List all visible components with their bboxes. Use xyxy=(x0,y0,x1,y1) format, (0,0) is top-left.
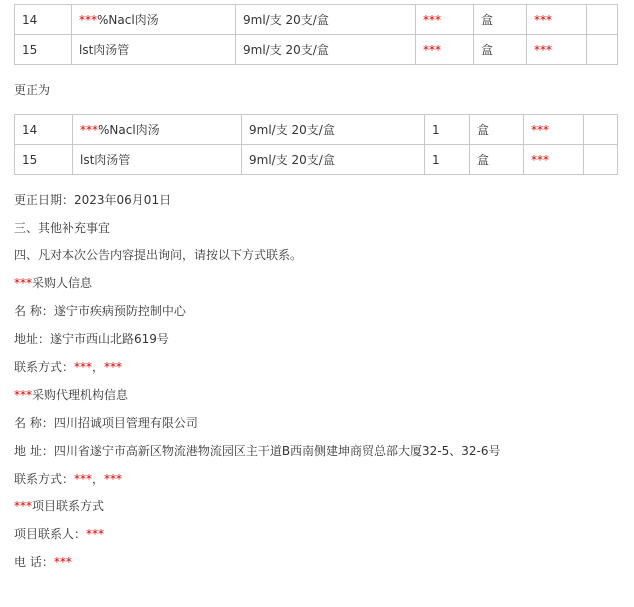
items-table-before xyxy=(14,4,618,65)
item-extra xyxy=(584,145,618,175)
masked-text: *** xyxy=(14,499,32,513)
item-spec: 9ml/支 20支/盒 xyxy=(242,115,425,145)
buyer-heading: ***采购人信息 xyxy=(14,276,93,290)
item-price: *** xyxy=(524,145,584,175)
item-unit: 盒 xyxy=(474,35,527,65)
masked-text: *** xyxy=(104,360,123,374)
agency-name: 名 称：四川招诚项目管理有限公司 xyxy=(14,416,198,430)
agency-heading: ***采购代理机构信息 xyxy=(14,388,129,402)
masked-text: *** xyxy=(79,13,97,27)
item-quantity: 1 xyxy=(425,115,470,145)
table-row xyxy=(15,5,618,35)
item-unit: 盒 xyxy=(470,145,524,175)
row-number: 15 xyxy=(15,145,73,175)
agency-contact: 联系方式：***，*** xyxy=(14,472,123,486)
item-name: lst肉汤管 xyxy=(73,145,242,175)
items-table-after xyxy=(14,114,618,175)
item-extra xyxy=(584,115,618,145)
row-number: 15 xyxy=(15,35,72,65)
masked-text: *** xyxy=(74,360,93,374)
item-spec: 9ml/支 20支/盒 xyxy=(242,145,425,175)
masked-text: *** xyxy=(14,276,32,290)
masked-text: *** xyxy=(14,388,32,402)
buyer-address: 地址：遂宁市西山北路619号 xyxy=(14,332,169,346)
item-name: ***%Nacl肉汤 xyxy=(73,115,242,145)
item-price: *** xyxy=(527,5,587,35)
project-heading: ***项目联系方式 xyxy=(14,499,105,513)
masked-text: *** xyxy=(104,472,123,486)
item-quantity: *** xyxy=(416,5,474,35)
correction-date: 更正日期：2023年06月01日 xyxy=(14,193,172,207)
agency-address: 地 址：四川省遂宁市高新区物流港物流园区主干道B西南侧建坤商贸总部大厦32-5、32-6号 xyxy=(14,444,501,458)
item-quantity: 1 xyxy=(425,145,470,175)
item-spec: 9ml/支 20支/盒 xyxy=(236,5,416,35)
item-unit: 盒 xyxy=(474,5,527,35)
item-extra xyxy=(587,35,618,65)
project-contact-person: 项目联系人：*** xyxy=(14,527,105,541)
item-price: *** xyxy=(527,35,587,65)
row-number: 14 xyxy=(15,5,72,35)
buyer-contact: 联系方式：***，*** xyxy=(14,360,123,374)
section-other-matters: 三、其他补充事宜 xyxy=(14,221,111,235)
item-spec: 9ml/支 20支/盒 xyxy=(236,35,416,65)
item-extra xyxy=(587,5,618,35)
masked-text: *** xyxy=(86,527,105,541)
project-phone: 电 话：*** xyxy=(14,555,72,569)
item-price: *** xyxy=(524,115,584,145)
masked-text: *** xyxy=(53,555,72,569)
item-unit: 盒 xyxy=(470,115,524,145)
item-quantity: *** xyxy=(416,35,474,65)
table-row xyxy=(15,35,618,65)
correction-label: 更正为 xyxy=(14,83,51,97)
section-contact: 四、凡对本次公告内容提出询问，请按以下方式联系。 xyxy=(14,248,303,262)
buyer-name: 名 称：遂宁市疾病预防控制中心 xyxy=(14,304,186,318)
item-name: lst肉汤管 xyxy=(72,35,236,65)
item-name: ***%Nacl肉汤 xyxy=(72,5,236,35)
row-number: 14 xyxy=(15,115,73,145)
table-row xyxy=(15,115,618,145)
masked-text: *** xyxy=(74,472,93,486)
table-row xyxy=(15,145,618,175)
masked-text: *** xyxy=(80,123,98,137)
